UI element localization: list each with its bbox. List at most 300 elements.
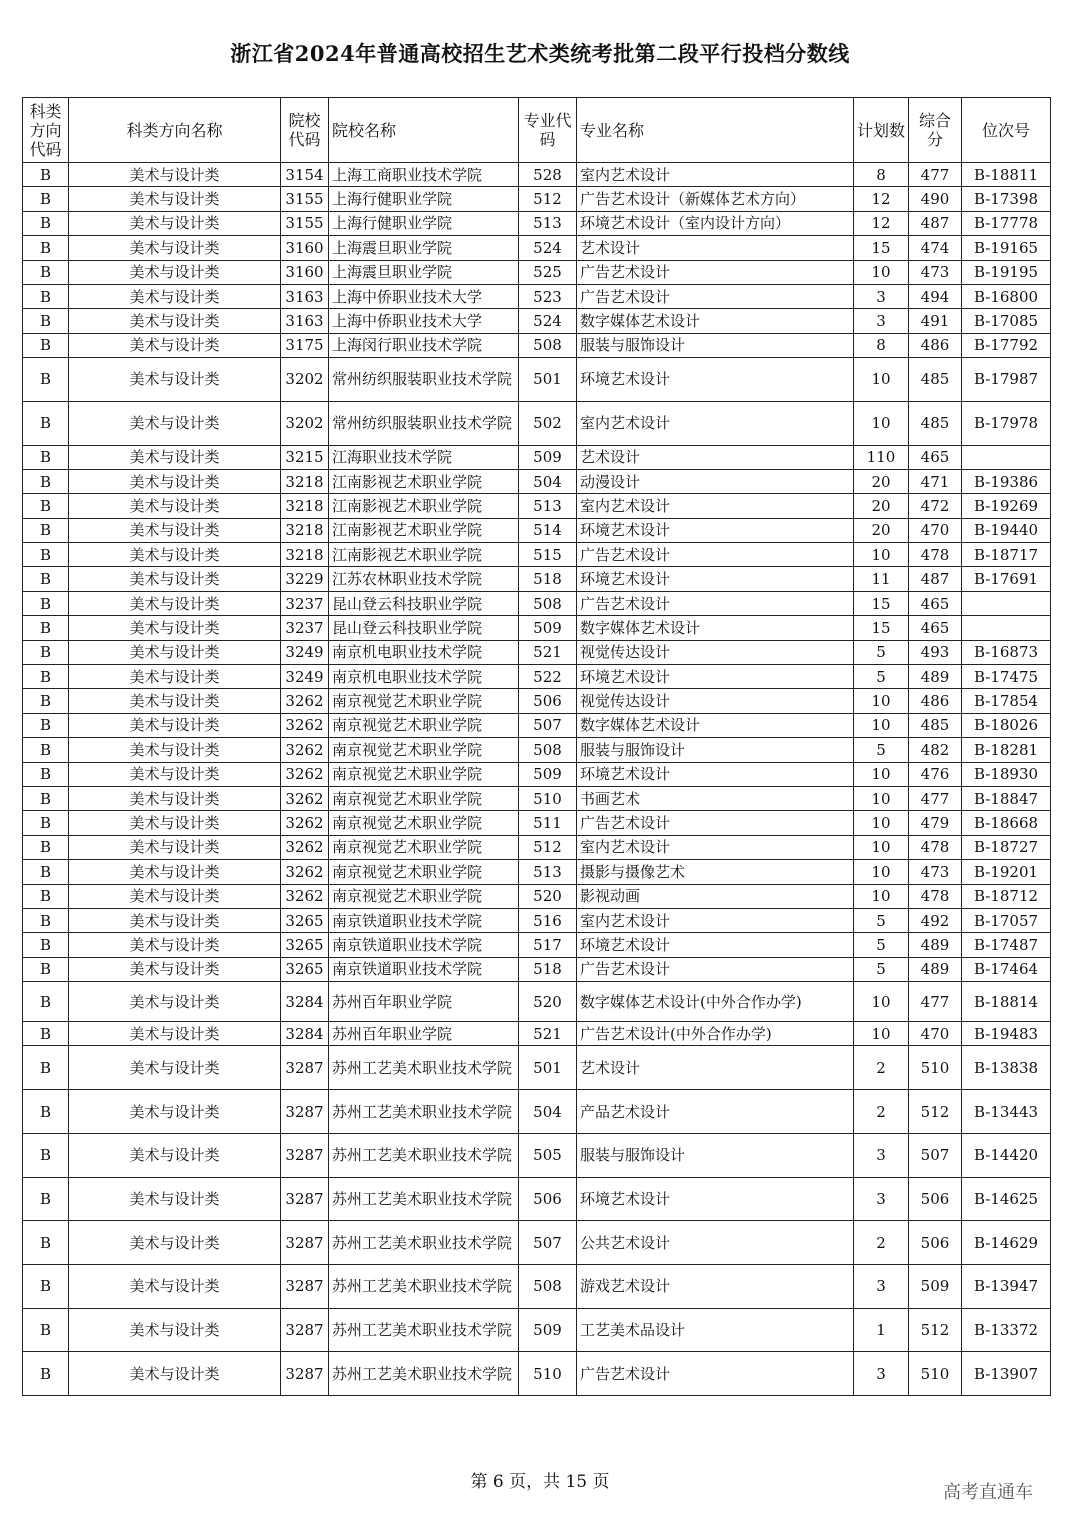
table-row <box>23 187 1051 211</box>
cell-cat-code: B <box>23 616 69 640</box>
cell-school-code: 3265 <box>281 957 329 981</box>
cell-major-code: 515 <box>519 543 577 567</box>
cell-school-code: 3218 <box>281 494 329 518</box>
cell-score: 473 <box>909 860 962 884</box>
cell-plan: 1 <box>854 1308 909 1352</box>
cell-plan: 8 <box>854 163 909 187</box>
cell-major-name: 广告艺术设计 <box>577 260 854 284</box>
cell-cat-name: 美术与设计类 <box>69 811 281 835</box>
cell-rank: B-16873 <box>962 640 1051 664</box>
cell-school-name: 南京视觉艺术职业学院 <box>329 713 519 737</box>
cell-score: 487 <box>909 567 962 591</box>
cell-score: 512 <box>909 1308 962 1352</box>
cell-school-code: 3215 <box>281 445 329 469</box>
cell-major-name: 广告艺术设计(中外合作办学) <box>577 1022 854 1046</box>
cell-major-code: 521 <box>519 1022 577 1046</box>
cell-score: 477 <box>909 163 962 187</box>
cell-score: 512 <box>909 1090 962 1134</box>
cell-score: 465 <box>909 616 962 640</box>
cell-school-code: 3287 <box>281 1046 329 1090</box>
cell-school-code: 3262 <box>281 811 329 835</box>
cell-major-code: 516 <box>519 908 577 932</box>
cell-rank: B-13372 <box>962 1308 1051 1352</box>
cell-rank: B-17778 <box>962 211 1051 235</box>
cell-cat-name: 美术与设计类 <box>69 401 281 445</box>
cell-school-name: 上海闵行职业技术学院 <box>329 333 519 357</box>
cell-school-name: 上海行健职业学院 <box>329 187 519 211</box>
cell-major-code: 514 <box>519 518 577 542</box>
cell-plan: 3 <box>854 1264 909 1308</box>
cell-rank: B-14420 <box>962 1133 1051 1177</box>
page-footer: 第 6 页，共 15 页 <box>470 1472 610 1492</box>
cell-cat-code: B <box>23 543 69 567</box>
cell-school-name: 苏州工艺美术职业技术学院 <box>329 1090 519 1134</box>
cell-school-code: 3287 <box>281 1264 329 1308</box>
cell-score: 471 <box>909 469 962 493</box>
table-row <box>23 738 1051 762</box>
cell-cat-code: B <box>23 689 69 713</box>
cell-rank: B-17487 <box>962 933 1051 957</box>
cell-cat-name: 美术与设计类 <box>69 738 281 762</box>
cell-school-name: 昆山登云科技职业学院 <box>329 591 519 615</box>
cell-school-code: 3262 <box>281 835 329 859</box>
cell-cat-code: B <box>23 236 69 260</box>
cell-rank: B-18727 <box>962 835 1051 859</box>
cell-major-code: 513 <box>519 494 577 518</box>
cell-school-code: 3262 <box>281 762 329 786</box>
table-row <box>23 309 1051 333</box>
cell-major-name: 环境艺术设计 <box>577 665 854 689</box>
cell-cat-code: B <box>23 187 69 211</box>
cell-cat-name: 美术与设计类 <box>69 762 281 786</box>
cell-plan: 10 <box>854 811 909 835</box>
cell-plan: 8 <box>854 333 909 357</box>
cell-cat-name: 美术与设计类 <box>69 1022 281 1046</box>
table-row <box>23 1308 1051 1352</box>
cell-score: 491 <box>909 309 962 333</box>
cell-school-name: 常州纺织服装职业技术学院 <box>329 358 519 402</box>
cell-plan: 12 <box>854 211 909 235</box>
table-row <box>23 236 1051 260</box>
cell-score: 479 <box>909 811 962 835</box>
cell-school-name: 南京视觉艺术职业学院 <box>329 835 519 859</box>
cell-major-code: 501 <box>519 1046 577 1090</box>
cell-score: 494 <box>909 284 962 308</box>
cell-score: 486 <box>909 333 962 357</box>
cell-school-name: 江南影视艺术职业学院 <box>329 518 519 542</box>
cell-major-name: 广告艺术设计 <box>577 543 854 567</box>
cell-rank: B-17464 <box>962 957 1051 981</box>
cell-school-name: 南京铁道职业技术学院 <box>329 908 519 932</box>
cell-cat-code: B <box>23 908 69 932</box>
cell-score: 477 <box>909 786 962 810</box>
cell-major-code: 508 <box>519 333 577 357</box>
cell-cat-name: 美术与设计类 <box>69 1264 281 1308</box>
cell-major-code: 501 <box>519 358 577 402</box>
watermark: 高考直通车 <box>943 1482 1033 1503</box>
cell-rank <box>962 445 1051 469</box>
cell-school-name: 南京视觉艺术职业学院 <box>329 860 519 884</box>
cell-plan: 10 <box>854 713 909 737</box>
cell-cat-code: B <box>23 163 69 187</box>
cell-school-name: 上海中侨职业技术大学 <box>329 309 519 333</box>
cell-score: 485 <box>909 713 962 737</box>
cell-school-code: 3249 <box>281 665 329 689</box>
cell-score: 470 <box>909 1022 962 1046</box>
cell-cat-name: 美术与设计类 <box>69 494 281 518</box>
cell-plan: 5 <box>854 640 909 664</box>
cell-cat-code: B <box>23 933 69 957</box>
cell-school-code: 3262 <box>281 738 329 762</box>
table-row <box>23 689 1051 713</box>
cell-major-code: 524 <box>519 309 577 333</box>
cell-major-code: 511 <box>519 811 577 835</box>
cell-rank: B-13947 <box>962 1264 1051 1308</box>
cell-score: 472 <box>909 494 962 518</box>
cell-major-code: 513 <box>519 211 577 235</box>
cell-cat-name: 美术与设计类 <box>69 1221 281 1265</box>
cell-major-code: 509 <box>519 445 577 469</box>
cell-rank: B-13838 <box>962 1046 1051 1090</box>
header-cat-name: 科类方向名称 <box>69 98 281 163</box>
cell-school-code: 3155 <box>281 187 329 211</box>
cell-major-name: 室内艺术设计 <box>577 494 854 518</box>
cell-school-code: 3287 <box>281 1221 329 1265</box>
cell-rank: B-19269 <box>962 494 1051 518</box>
cell-score: 510 <box>909 1046 962 1090</box>
table-row <box>23 1046 1051 1090</box>
cell-plan: 2 <box>854 1090 909 1134</box>
cell-major-code: 510 <box>519 1352 577 1396</box>
cell-major-name: 艺术设计 <box>577 1046 854 1090</box>
cell-school-code: 3175 <box>281 333 329 357</box>
cell-plan: 5 <box>854 908 909 932</box>
cell-school-name: 南京视觉艺术职业学院 <box>329 738 519 762</box>
cell-plan: 10 <box>854 884 909 908</box>
cell-school-name: 苏州工艺美术职业技术学院 <box>329 1177 519 1221</box>
cell-rank: B-13443 <box>962 1090 1051 1134</box>
cell-cat-code: B <box>23 358 69 402</box>
cell-plan: 15 <box>854 616 909 640</box>
cell-score: 470 <box>909 518 962 542</box>
cell-cat-code: B <box>23 713 69 737</box>
cell-cat-name: 美术与设计类 <box>69 1046 281 1090</box>
cell-cat-code: B <box>23 1352 69 1396</box>
cell-school-name: 江南影视艺术职业学院 <box>329 543 519 567</box>
cell-rank: B-16800 <box>962 284 1051 308</box>
table-row <box>23 933 1051 957</box>
cell-cat-name: 美术与设计类 <box>69 982 281 1022</box>
header-plan: 计划数 <box>854 98 909 163</box>
cell-school-name: 南京视觉艺术职业学院 <box>329 884 519 908</box>
cell-major-code: 506 <box>519 689 577 713</box>
cell-cat-name: 美术与设计类 <box>69 358 281 402</box>
cell-rank: B-17792 <box>962 333 1051 357</box>
cell-cat-name: 美术与设计类 <box>69 1090 281 1134</box>
cell-school-code: 3262 <box>281 786 329 810</box>
cell-school-code: 3237 <box>281 591 329 615</box>
cell-plan: 5 <box>854 957 909 981</box>
cell-cat-code: B <box>23 567 69 591</box>
cell-score: 473 <box>909 260 962 284</box>
cell-school-name: 苏州工艺美术职业技术学院 <box>329 1133 519 1177</box>
cell-cat-name: 美术与设计类 <box>69 284 281 308</box>
cell-school-code: 3163 <box>281 284 329 308</box>
table-row <box>23 358 1051 402</box>
cell-cat-name: 美术与设计类 <box>69 591 281 615</box>
cell-score: 506 <box>909 1221 962 1265</box>
cell-major-code: 525 <box>519 260 577 284</box>
cell-cat-code: B <box>23 518 69 542</box>
cell-plan: 3 <box>854 1177 909 1221</box>
cell-school-code: 3249 <box>281 640 329 664</box>
cell-school-code: 3287 <box>281 1308 329 1352</box>
cell-cat-code: B <box>23 1177 69 1221</box>
cell-school-name: 上海中侨职业技术大学 <box>329 284 519 308</box>
cell-school-code: 3202 <box>281 358 329 402</box>
cell-plan: 10 <box>854 260 909 284</box>
cell-major-name: 服装与服饰设计 <box>577 1133 854 1177</box>
cell-cat-name: 美术与设计类 <box>69 1352 281 1396</box>
cell-plan: 3 <box>854 1352 909 1396</box>
cell-cat-name: 美术与设计类 <box>69 933 281 957</box>
cell-score: 490 <box>909 187 962 211</box>
cell-plan: 10 <box>854 982 909 1022</box>
header-rank: 位次号 <box>962 98 1051 163</box>
header-score: 综合分 <box>909 98 962 163</box>
cell-school-code: 3262 <box>281 884 329 908</box>
cell-major-name: 服装与服饰设计 <box>577 738 854 762</box>
table-row <box>23 713 1051 737</box>
cell-plan: 10 <box>854 689 909 713</box>
cell-major-code: 512 <box>519 835 577 859</box>
cell-major-name: 影视动画 <box>577 884 854 908</box>
cell-school-code: 3154 <box>281 163 329 187</box>
cell-school-code: 3262 <box>281 713 329 737</box>
table-row <box>23 1264 1051 1308</box>
cell-major-name: 广告艺术设计（新媒体艺术方向） <box>577 187 854 211</box>
cell-plan: 20 <box>854 494 909 518</box>
cell-rank: B-19483 <box>962 1022 1051 1046</box>
cell-score: 474 <box>909 236 962 260</box>
table-row <box>23 665 1051 689</box>
cell-rank <box>962 591 1051 615</box>
cell-major-code: 502 <box>519 401 577 445</box>
cell-major-name: 动漫设计 <box>577 469 854 493</box>
cell-school-name: 南京铁道职业技术学院 <box>329 933 519 957</box>
cell-cat-code: B <box>23 835 69 859</box>
cell-rank: B-14629 <box>962 1221 1051 1265</box>
table-row <box>23 957 1051 981</box>
cell-plan: 12 <box>854 187 909 211</box>
cell-school-code: 3287 <box>281 1133 329 1177</box>
cell-cat-name: 美术与设计类 <box>69 1133 281 1177</box>
cell-major-name: 广告艺术设计 <box>577 284 854 308</box>
cell-school-code: 3218 <box>281 518 329 542</box>
cell-major-name: 公共艺术设计 <box>577 1221 854 1265</box>
cell-score: 489 <box>909 957 962 981</box>
cell-rank: B-17978 <box>962 401 1051 445</box>
cell-score: 489 <box>909 665 962 689</box>
cell-score: 478 <box>909 835 962 859</box>
cell-plan: 2 <box>854 1221 909 1265</box>
table-row <box>23 445 1051 469</box>
cell-school-code: 3284 <box>281 982 329 1022</box>
cell-major-code: 518 <box>519 957 577 981</box>
cell-school-name: 苏州百年职业学院 <box>329 982 519 1022</box>
cell-score: 509 <box>909 1264 962 1308</box>
cell-cat-code: B <box>23 786 69 810</box>
cell-rank: B-17854 <box>962 689 1051 713</box>
cell-rank: B-17691 <box>962 567 1051 591</box>
cell-school-name: 上海工商职业技术学院 <box>329 163 519 187</box>
cell-major-name: 数字媒体艺术设计 <box>577 616 854 640</box>
cell-major-name: 广告艺术设计 <box>577 591 854 615</box>
cell-school-name: 江海职业技术学院 <box>329 445 519 469</box>
cell-school-name: 南京视觉艺术职业学院 <box>329 762 519 786</box>
cell-major-code: 507 <box>519 713 577 737</box>
cell-rank: B-18814 <box>962 982 1051 1022</box>
cell-cat-name: 美术与设计类 <box>69 957 281 981</box>
cell-score: 478 <box>909 884 962 908</box>
cell-major-code: 528 <box>519 163 577 187</box>
cell-cat-name: 美术与设计类 <box>69 616 281 640</box>
cell-cat-code: B <box>23 738 69 762</box>
cell-score: 489 <box>909 933 962 957</box>
score-table <box>22 97 1051 1396</box>
table-row <box>23 401 1051 445</box>
cell-school-name: 苏州百年职业学院 <box>329 1022 519 1046</box>
table-row <box>23 835 1051 859</box>
cell-cat-code: B <box>23 982 69 1022</box>
cell-plan: 110 <box>854 445 909 469</box>
cell-plan: 10 <box>854 835 909 859</box>
table-row <box>23 260 1051 284</box>
cell-major-code: 524 <box>519 236 577 260</box>
cell-cat-name: 美术与设计类 <box>69 908 281 932</box>
cell-major-name: 艺术设计 <box>577 236 854 260</box>
table-body <box>23 163 1051 1396</box>
cell-cat-code: B <box>23 1022 69 1046</box>
table-row <box>23 640 1051 664</box>
cell-major-name: 环境艺术设计 <box>577 518 854 542</box>
cell-school-code: 3287 <box>281 1090 329 1134</box>
cell-major-code: 504 <box>519 1090 577 1134</box>
cell-cat-name: 美术与设计类 <box>69 469 281 493</box>
cell-school-code: 3218 <box>281 543 329 567</box>
cell-school-code: 3287 <box>281 1177 329 1221</box>
cell-rank: B-18847 <box>962 786 1051 810</box>
cell-cat-name: 美术与设计类 <box>69 1177 281 1221</box>
cell-major-code: 512 <box>519 187 577 211</box>
cell-school-name: 苏州工艺美术职业技术学院 <box>329 1264 519 1308</box>
cell-school-code: 3163 <box>281 309 329 333</box>
table-row <box>23 211 1051 235</box>
cell-rank: B-18026 <box>962 713 1051 737</box>
table-row <box>23 518 1051 542</box>
cell-score: 465 <box>909 445 962 469</box>
cell-major-name: 数字媒体艺术设计(中外合作办学) <box>577 982 854 1022</box>
cell-major-code: 508 <box>519 738 577 762</box>
table-row <box>23 543 1051 567</box>
cell-plan: 5 <box>854 665 909 689</box>
cell-score: 478 <box>909 543 962 567</box>
cell-school-name: 苏州工艺美术职业技术学院 <box>329 1308 519 1352</box>
cell-rank: B-19440 <box>962 518 1051 542</box>
cell-major-code: 518 <box>519 567 577 591</box>
table-row <box>23 1022 1051 1046</box>
cell-major-name: 游戏艺术设计 <box>577 1264 854 1308</box>
cell-cat-name: 美术与设计类 <box>69 260 281 284</box>
cell-cat-code: B <box>23 811 69 835</box>
cell-cat-name: 美术与设计类 <box>69 236 281 260</box>
header-major-code: 专业代码 <box>519 98 577 163</box>
cell-score: 477 <box>909 982 962 1022</box>
cell-cat-code: B <box>23 1308 69 1352</box>
cell-cat-name: 美术与设计类 <box>69 786 281 810</box>
cell-major-name: 环境艺术设计（室内设计方向） <box>577 211 854 235</box>
cell-plan: 5 <box>854 933 909 957</box>
cell-school-name: 苏州工艺美术职业技术学院 <box>329 1221 519 1265</box>
cell-score: 487 <box>909 211 962 235</box>
cell-school-name: 南京视觉艺术职业学院 <box>329 689 519 713</box>
cell-cat-name: 美术与设计类 <box>69 640 281 664</box>
table-row <box>23 494 1051 518</box>
table-row <box>23 982 1051 1022</box>
cell-major-name: 服装与服饰设计 <box>577 333 854 357</box>
cell-major-name: 室内艺术设计 <box>577 908 854 932</box>
cell-cat-name: 美术与设计类 <box>69 1308 281 1352</box>
cell-school-name: 上海震旦职业学院 <box>329 236 519 260</box>
cell-major-name: 产品艺术设计 <box>577 1090 854 1134</box>
cell-school-name: 江南影视艺术职业学院 <box>329 469 519 493</box>
table-row <box>23 616 1051 640</box>
cell-school-code: 3237 <box>281 616 329 640</box>
cell-school-name: 上海行健职业学院 <box>329 211 519 235</box>
cell-plan: 10 <box>854 786 909 810</box>
cell-major-name: 环境艺术设计 <box>577 358 854 402</box>
cell-major-name: 环境艺术设计 <box>577 1177 854 1221</box>
cell-score: 486 <box>909 689 962 713</box>
table-row <box>23 1133 1051 1177</box>
cell-plan: 11 <box>854 567 909 591</box>
cell-plan: 10 <box>854 762 909 786</box>
cell-major-name: 摄影与摄像艺术 <box>577 860 854 884</box>
table-row <box>23 284 1051 308</box>
cell-cat-code: B <box>23 333 69 357</box>
cell-rank: B-19201 <box>962 860 1051 884</box>
cell-school-code: 3262 <box>281 860 329 884</box>
header-school-code: 院校代码 <box>281 98 329 163</box>
cell-rank: B-17085 <box>962 309 1051 333</box>
cell-score: 507 <box>909 1133 962 1177</box>
cell-school-name: 南京机电职业技术学院 <box>329 665 519 689</box>
cell-rank: B-19195 <box>962 260 1051 284</box>
cell-school-name: 江南影视艺术职业学院 <box>329 494 519 518</box>
cell-major-code: 507 <box>519 1221 577 1265</box>
cell-cat-name: 美术与设计类 <box>69 187 281 211</box>
cell-rank: B-17987 <box>962 358 1051 402</box>
cell-rank: B-18717 <box>962 543 1051 567</box>
table-row <box>23 1177 1051 1221</box>
cell-rank: B-19165 <box>962 236 1051 260</box>
cell-cat-code: B <box>23 591 69 615</box>
cell-cat-code: B <box>23 1090 69 1134</box>
table-row <box>23 860 1051 884</box>
cell-plan: 20 <box>854 469 909 493</box>
cell-rank: B-18668 <box>962 811 1051 835</box>
cell-major-code: 509 <box>519 1308 577 1352</box>
